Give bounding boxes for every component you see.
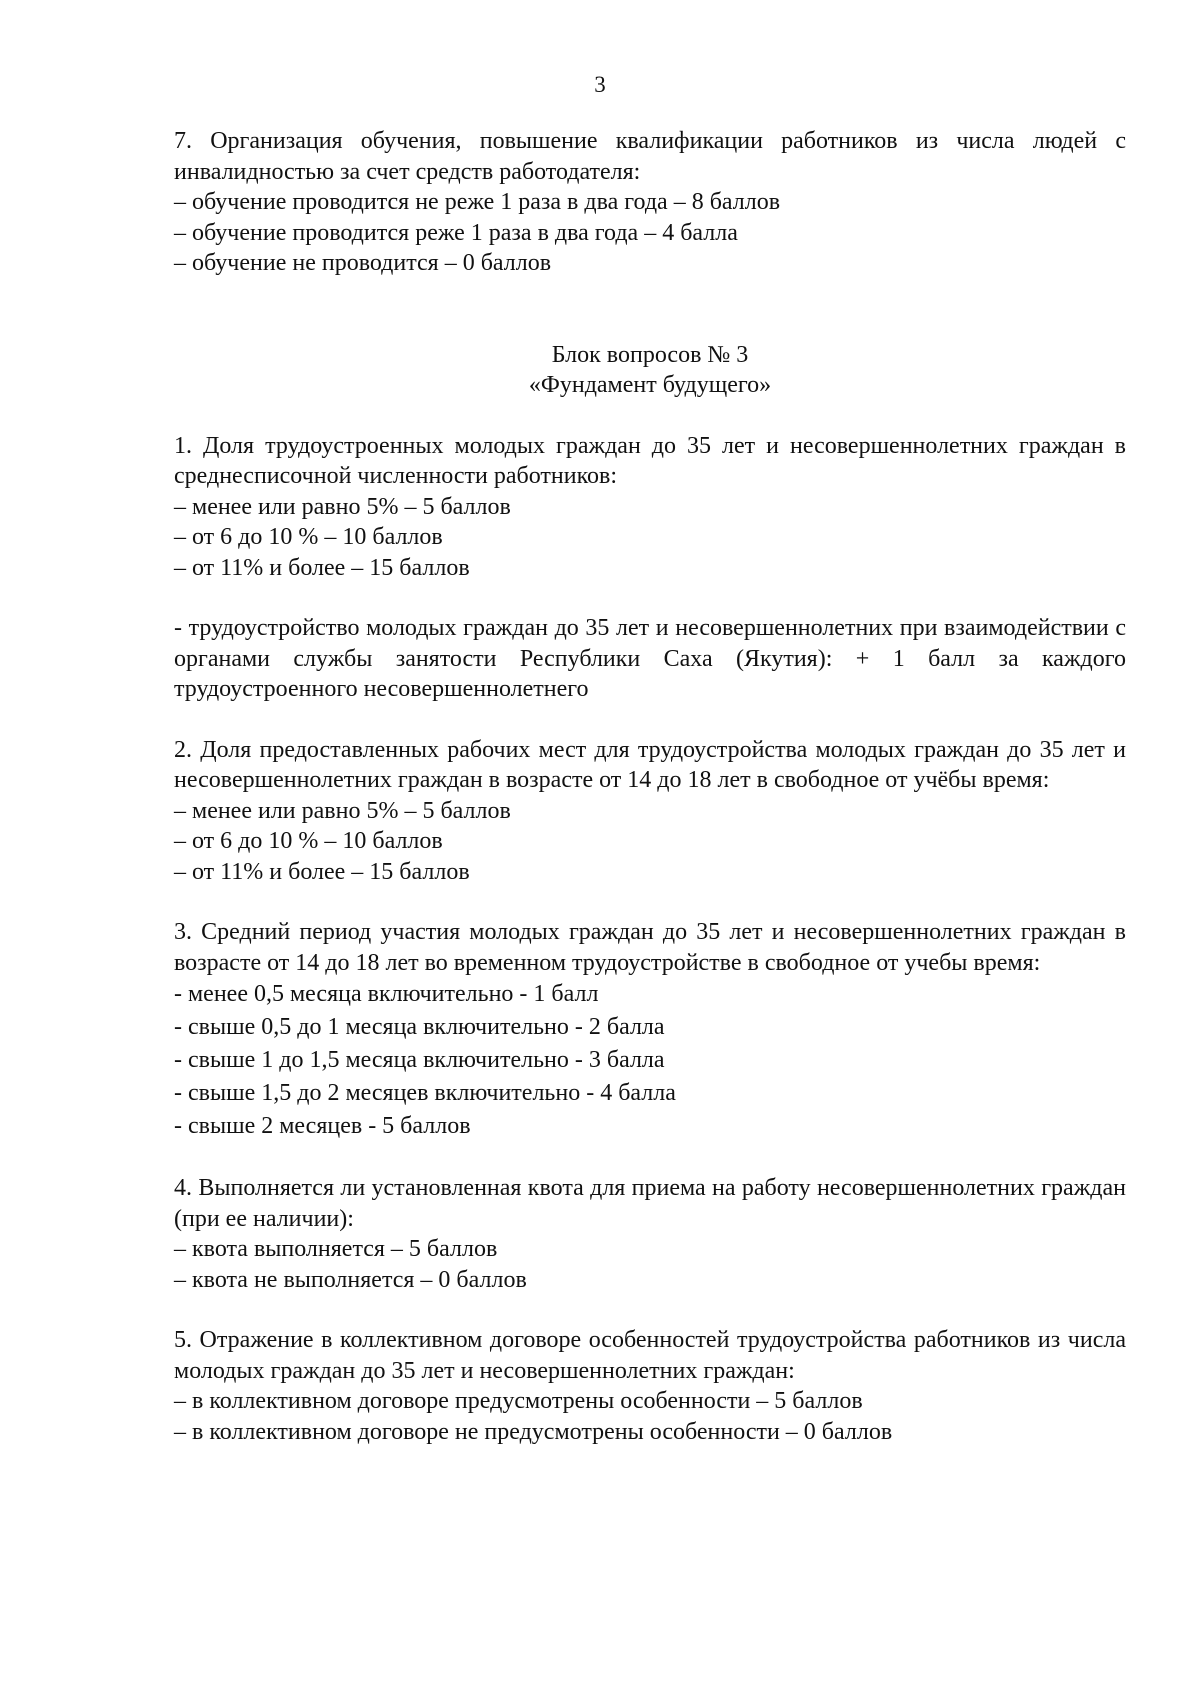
item-3-option: - свыше 1 до 1,5 месяца включительно - 3 балла (174, 1047, 665, 1073)
employment-note: - трудоустройство молодых граждан до 35 лет и несовершеннолетних при взаимодействии с органами службы занятости Республики Саха (Якутия): + 1 балл за каждого трудоустроенного несовершеннолетнего (174, 615, 1126, 702)
item-7-intro: 7. Организация обучения, повышение квалификации работников из числа людей с инвалидностью за счет средств работодателя: (174, 128, 1126, 185)
block-heading (174, 340, 1126, 401)
spacer (174, 401, 1126, 431)
item-3-option: - свыше 1,5 до 2 месяцев включительно - 4 балла (174, 1080, 676, 1106)
item-2-section (174, 735, 1126, 888)
item-1-section (174, 431, 1126, 584)
item-3-option: - свыше 0,5 до 1 месяца включительно - 2 балла (174, 1014, 665, 1040)
document-body (174, 126, 1126, 1447)
block-heading-title: Блок вопросов № 3 (551, 341, 749, 368)
spacer (174, 583, 1126, 613)
item-2-option: – менее или равно 5% – 5 баллов (174, 797, 511, 824)
spacer (174, 705, 1126, 735)
item-2-intro: 2. Доля предоставленных рабочих мест для трудоустройства молодых граждан до 35 лет и несовершеннолетних граждан в возрасте от 14 до 18 лет в свободное от учёбы время: (174, 736, 1126, 793)
item-1-option: – от 11% и более – 15 баллов (174, 554, 470, 581)
item-4-section (174, 1173, 1126, 1295)
spacer (174, 279, 1126, 340)
item-1-intro: 1. Доля трудоустроенных молодых граждан до 35 лет и несовершеннолетних граждан в среднесписочной численности работников: (174, 432, 1126, 489)
item-7-option: – обучение проводится не реже 1 раза в два года – 8 баллов (174, 189, 781, 215)
item-4-intro: 4. Выполняется ли установленная квота для приема на работу несовершеннолетних граждан (при ее наличии): (174, 1175, 1126, 1232)
block-heading-subtitle: «Фундамент будущего» (528, 372, 772, 398)
item-5-option: – в коллективном договоре не предусмотрены особенности – 0 баллов (174, 1418, 893, 1445)
item-3-option: - менее 0,5 месяца включительно - 1 балл (174, 981, 599, 1007)
item-3-options (174, 978, 1126, 1143)
item-1-option: – от 6 до 10 % – 10 баллов (174, 524, 443, 550)
item-5-section (174, 1325, 1126, 1447)
item-7-section (174, 126, 1126, 279)
spacer (174, 1143, 1126, 1173)
item-5-option: – в коллективном договоре предусмотрены особенности – 5 баллов (174, 1388, 863, 1414)
item-4-option: – квота выполняется – 5 баллов (174, 1236, 498, 1262)
spacer (174, 887, 1126, 917)
employment-note-section (174, 613, 1126, 705)
item-3-option: - свыше 2 месяцев - 5 баллов (174, 1113, 471, 1139)
item-3-intro: 3. Средний период участия молодых граждан до 35 лет и несовершеннолетних граждан в возрасте от 14 до 18 лет во временном трудоустройстве в свободное от учебы время: (174, 919, 1126, 976)
item-1-option: – менее или равно 5% – 5 баллов (174, 493, 511, 520)
item-2-option: – от 11% и более – 15 баллов (174, 858, 470, 885)
spacer (174, 1295, 1126, 1325)
item-7-option: – обучение не проводится – 0 баллов (174, 250, 552, 276)
item-2-option: – от 6 до 10 % – 10 баллов (174, 828, 443, 854)
item-7-option: – обучение проводится реже 1 раза в два года – 4 балла (174, 219, 738, 246)
item-4-option: – квота не выполняется – 0 баллов (174, 1266, 527, 1293)
page-number: 3 (594, 72, 606, 97)
item-3-section (174, 917, 1126, 1143)
item-5-intro: 5. Отражение в коллективном договоре особенностей трудоустройства работников из числа молодых граждан до 35 лет и несовершеннолетних граждан: (174, 1327, 1126, 1384)
